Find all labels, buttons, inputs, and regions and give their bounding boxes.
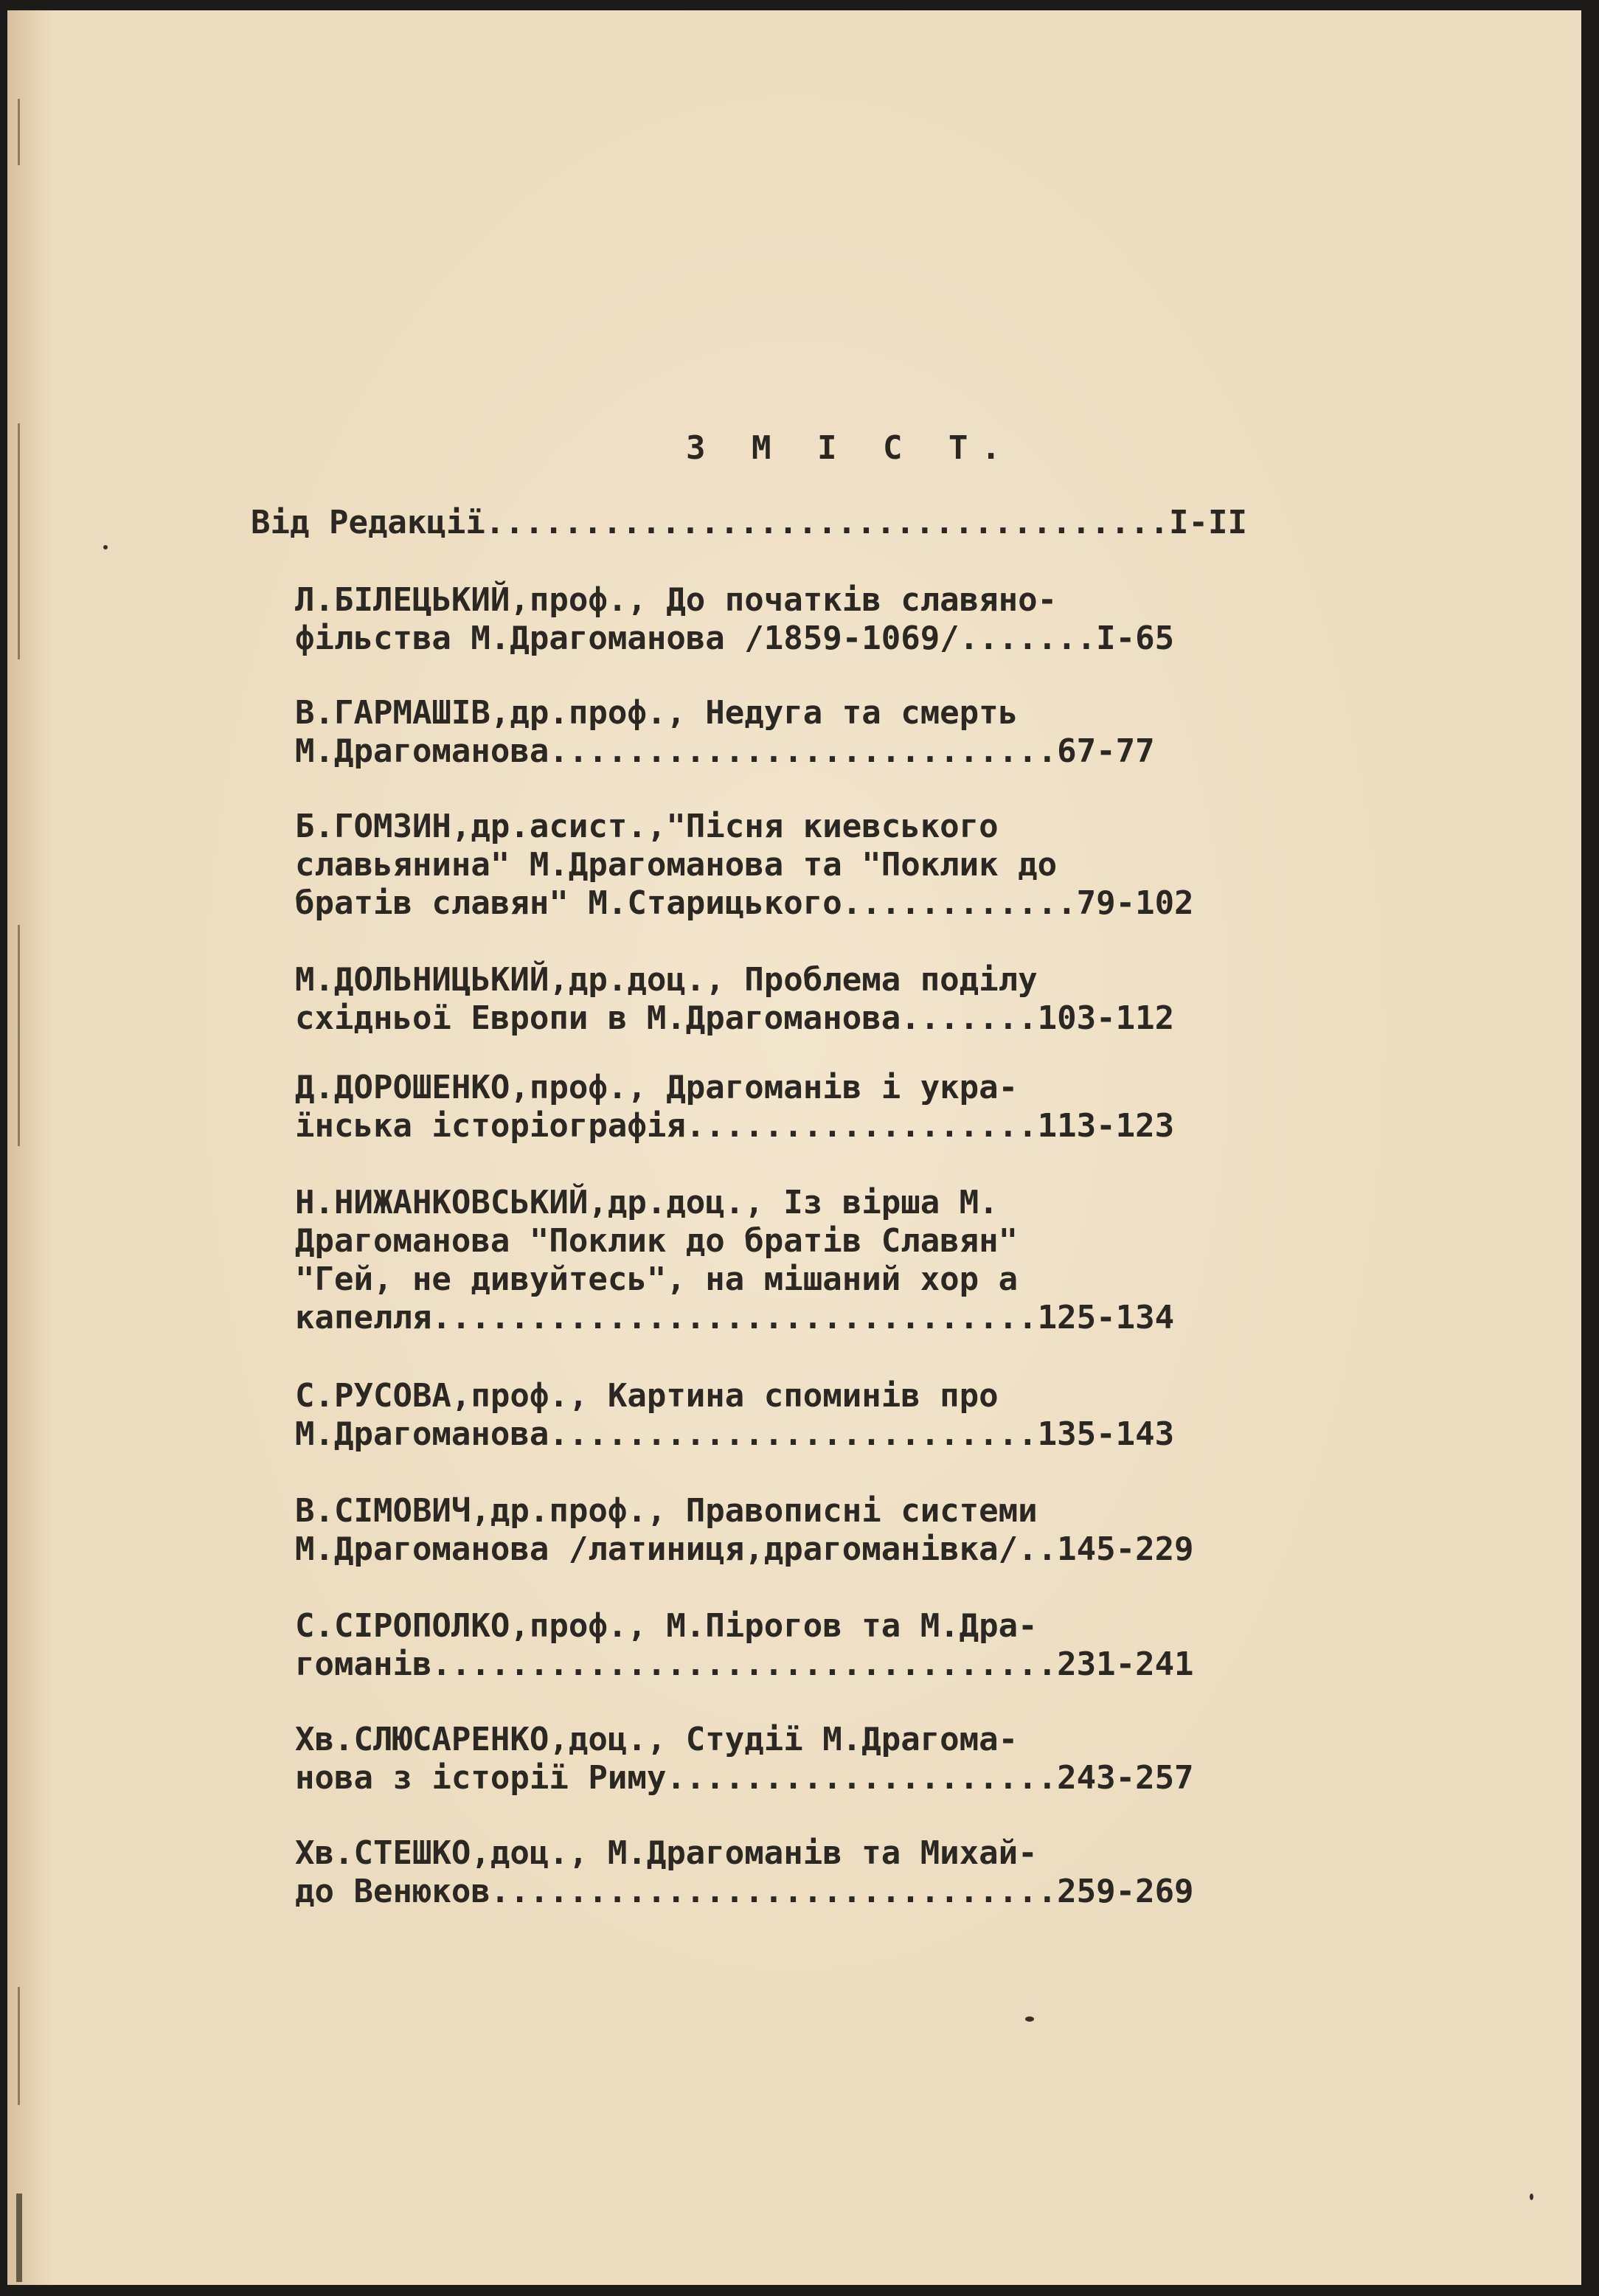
entry-continuation-line: до Венюков.............................259-269 — [295, 1873, 1194, 1910]
entry-title-line: Н.НИЖАНКОВСЬКИЙ,др.доц., Із вірша М. — [295, 1184, 999, 1221]
paper-speck — [1025, 2016, 1034, 2022]
binding-shadow — [18, 925, 20, 1146]
entry-title-line: Б.ГОМЗИН,др.асист.,"Пісня киевського — [295, 808, 999, 845]
paper-speck — [103, 545, 108, 549]
entry-title-line: Хв.СТЕШКО,доц., М.Драгоманів та Михай- — [295, 1834, 1038, 1872]
entry-title-line: С.СІРОПОЛКО,проф., М.Пірогов та М.Дра- — [295, 1607, 1038, 1645]
paper-speck — [1530, 2193, 1533, 2200]
entry-continuation-line: Драгоманова "Поклик до братів Славян" — [295, 1222, 1019, 1260]
entry-continuation-line: східньої Европи в М.Драгоманова.......103-112 — [295, 999, 1175, 1037]
entry-continuation-line: М.Драгоманова.........................135-143 — [295, 1415, 1175, 1453]
entry-title-line: В.СІМОВИЧ,др.проф., Правописні системи — [295, 1492, 1038, 1530]
entry-continuation-line: їнська історіографія..................113-123 — [295, 1107, 1175, 1145]
entry-title-line: Від Редакції...................................І-ІІ — [251, 504, 1248, 541]
entry-title-line: Д.ДОРОШЕНКО,проф., Драгоманів і укра- — [295, 1069, 1019, 1106]
entry-continuation-line: славьянина" М.Драгоманова та "Поклик до — [295, 846, 1058, 884]
scanned-page — [7, 10, 1581, 2285]
entry-continuation-line: М.Драгоманова..........................67-77 — [295, 732, 1155, 770]
entry-title-line: С.РУСОВА,проф., Картина споминів про — [295, 1377, 999, 1415]
binding-shadow — [18, 99, 20, 165]
binding-shadow — [16, 2193, 22, 2282]
binding-shadow — [18, 1987, 20, 2105]
entry-continuation-line: нова з історії Риму....................243-257 — [295, 1759, 1194, 1797]
entry-continuation-line: фільства М.Драгоманова /1859-1069/.......І-65 — [295, 620, 1175, 657]
entry-continuation-line: братів славян" М.Старицького............79-102 — [295, 884, 1194, 922]
entry-title-line: Л.БІЛЕЦЬКИЙ,проф., До початків славяно- — [295, 581, 1058, 619]
entry-title-line: М.ДОЛЬНИЦЬКИЙ,др.доц., Проблема поділу — [295, 961, 1038, 999]
entry-title-line: Хв.СЛЮСАРЕНКО,доц., Студії М.Драгома- — [295, 1721, 1019, 1758]
binding-shadow — [18, 423, 20, 659]
entry-title-line: В.ГАРМАШІВ,др.проф., Недуга та смерть — [295, 694, 1019, 732]
entry-continuation-line: капелля...............................125-134 — [295, 1299, 1175, 1336]
entry-continuation-line: "Гей, не дивуйтесь", на мішаний хор а — [295, 1260, 1019, 1298]
entry-continuation-line: М.Драгоманова /латиниця,драгоманівка/..145-229 — [295, 1530, 1194, 1568]
entry-continuation-line: гоманів................................231-241 — [295, 1645, 1194, 1683]
page-title: З М І С Т. — [686, 429, 1014, 467]
